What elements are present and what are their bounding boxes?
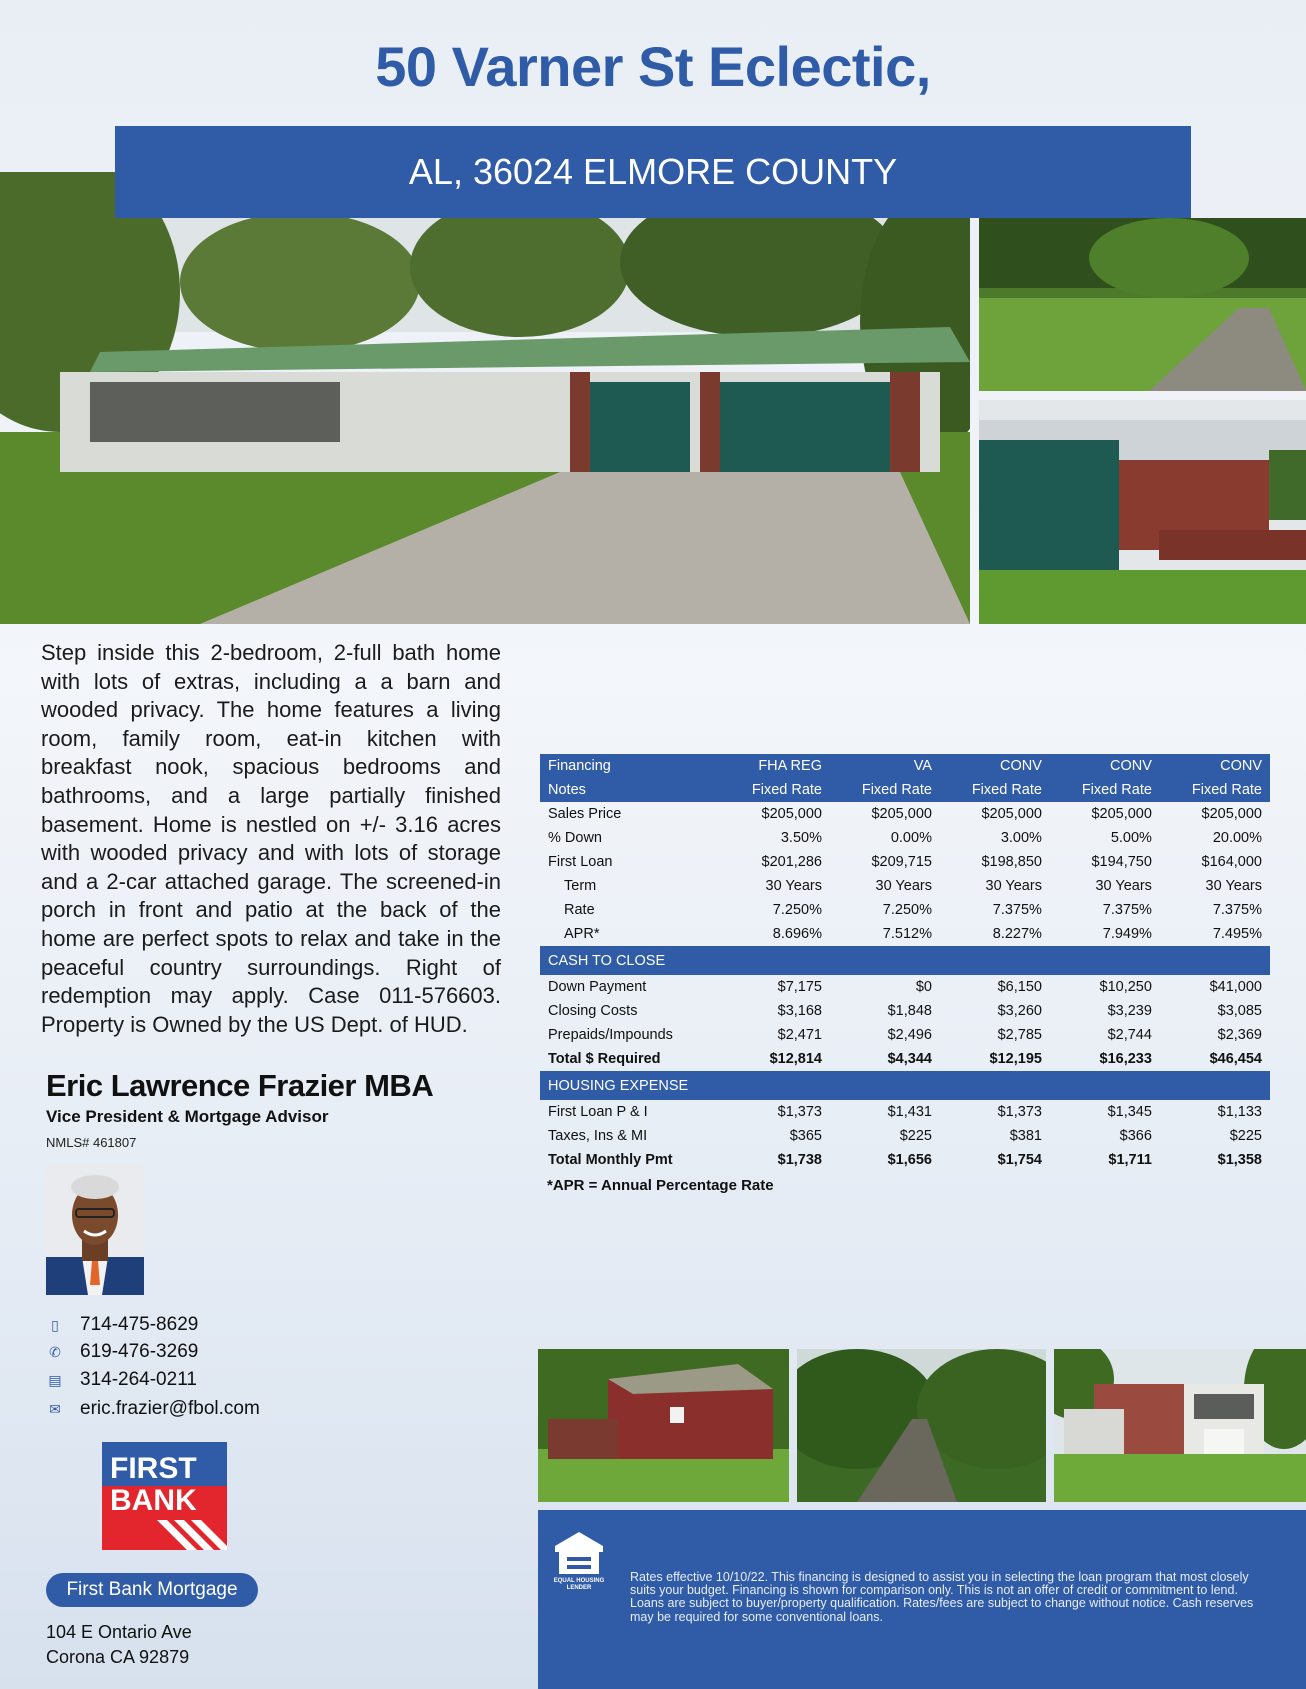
contact-phone-text: 619-476-3269 <box>80 1341 199 1362</box>
row-value-cell: 7.375% <box>992 902 1042 918</box>
fax-icon: ▤ <box>48 1371 62 1388</box>
rear-of-house-photo <box>1054 1349 1306 1502</box>
table-header-row <box>540 778 1270 802</box>
row-value-cell: 7.250% <box>772 902 822 918</box>
mobile-phone-icon: ▯ <box>51 1316 59 1333</box>
header-program-cell: VA <box>830 754 940 778</box>
property-location-text: AL, 36024 ELMORE COUNTY <box>408 151 898 192</box>
table-row <box>540 802 1270 826</box>
row-value-cell: $2,744 <box>1107 1027 1152 1043</box>
row-value-cell: $4,344 <box>887 1051 932 1067</box>
row-value-cell: 8.696% <box>772 926 822 942</box>
row-value-cell: $2,471 <box>777 1027 822 1043</box>
row-value-cell: $194,750 <box>1091 854 1152 870</box>
row-value-cell: 7.375% <box>1102 902 1152 918</box>
property-address-title: 50 Varner St Eclectic, <box>375 35 931 98</box>
row-value-cell: $1,373 <box>997 1104 1042 1120</box>
row-value-cell: $205,000 <box>761 806 822 822</box>
header-program-cell: CONV <box>1160 754 1270 778</box>
header-program-cell: Fixed Rate <box>1050 778 1160 802</box>
table-row <box>540 999 1270 1023</box>
agent-headshot-photo <box>46 1165 144 1295</box>
row-value-cell: 7.949% <box>1102 926 1152 942</box>
housing-expense-section <box>540 1071 1270 1100</box>
row-value-cell: $12,195 <box>989 1051 1042 1067</box>
row-value-cell: $205,000 <box>871 806 932 822</box>
logo-line2: BANK <box>110 1484 197 1517</box>
contact-email[interactable] <box>46 1398 260 1420</box>
header-program-cell: Fixed Rate <box>830 778 940 802</box>
contact-mobile[interactable] <box>46 1314 198 1336</box>
table-row <box>540 898 1270 922</box>
row-value-cell: $12,814 <box>769 1051 822 1067</box>
row-value-cell: $1,431 <box>887 1104 932 1120</box>
contact-mobile-text: 714-475-8629 <box>80 1314 199 1335</box>
row-value-cell: 3.00% <box>1000 830 1042 846</box>
table-row <box>540 1124 1270 1148</box>
row-value-cell: $365 <box>789 1128 822 1144</box>
row-value-cell: $10,250 <box>1099 979 1152 995</box>
agent-title: Vice President & Mortgage Advisor <box>46 1107 329 1126</box>
row-label-cell: Prepaids/Impounds <box>548 1027 673 1043</box>
row-value-cell: $201,286 <box>761 854 822 870</box>
row-value-cell: 7.512% <box>882 926 932 942</box>
row-value-cell: $3,239 <box>1107 1003 1152 1019</box>
row-label-cell: Taxes, Ins & MI <box>548 1128 648 1144</box>
table-row <box>540 874 1270 898</box>
yard-driveway-photo <box>979 218 1306 391</box>
row-value-cell: $225 <box>899 1128 932 1144</box>
row-value-cell: 8.227% <box>992 926 1042 942</box>
row-value-cell: $164,000 <box>1201 854 1262 870</box>
row-value-cell: $2,785 <box>997 1027 1042 1043</box>
row-value-cell: 7.250% <box>882 902 932 918</box>
cash-to-close-section-label: CASH TO CLOSE <box>540 946 1270 975</box>
header-program-cell: CONV <box>940 754 1050 778</box>
email-icon: ✉ <box>49 1400 61 1417</box>
bank-name-pill: First Bank Mortgage <box>46 1573 258 1607</box>
row-value-cell: $366 <box>1119 1128 1152 1144</box>
row-value-cell: $209,715 <box>871 854 932 870</box>
bank-address-line2: Corona CA 92879 <box>46 1647 190 1667</box>
table-row <box>540 922 1270 946</box>
row-value-cell: $1,711 <box>1108 1152 1152 1168</box>
row-value-cell: $0 <box>915 979 932 995</box>
ehl-text-line1: EQUAL HOUSING <box>553 1578 605 1584</box>
row-label-cell: First Loan P & I <box>548 1104 648 1120</box>
row-value-cell: $198,850 <box>981 854 1042 870</box>
row-value-cell: 30 Years <box>985 878 1042 894</box>
header-label-cell: Notes <box>540 778 720 802</box>
table-row <box>540 850 1270 874</box>
row-value-cell: $16,233 <box>1099 1051 1152 1067</box>
table-row <box>540 826 1270 850</box>
barn-photo <box>538 1349 789 1502</box>
row-label-cell: First Loan <box>548 854 613 870</box>
table-total-row <box>540 1047 1270 1071</box>
row-label-cell: Closing Costs <box>548 1003 638 1019</box>
bank-address-line1: 104 E Ontario Ave <box>46 1622 192 1642</box>
row-value-cell: 3.50% <box>780 830 822 846</box>
agent-nmls: NMLS# 461807 <box>46 1135 137 1150</box>
header-program-cell: Fixed Rate <box>720 778 830 802</box>
row-value-cell: $1,754 <box>997 1152 1042 1168</box>
row-label-cell: Rate <box>564 902 595 918</box>
table-row <box>540 975 1270 999</box>
property-location-banner <box>115 126 1191 218</box>
ehl-text-line2: LENDER <box>566 1585 592 1591</box>
financing-table <box>540 754 1270 1172</box>
header-label-cell: Financing <box>540 754 720 778</box>
row-value-cell: $7,175 <box>777 979 822 995</box>
row-value-cell: $3,260 <box>997 1003 1042 1019</box>
equal-housing-lender-icon <box>553 1530 605 1592</box>
row-value-cell: $46,454 <box>1209 1051 1262 1067</box>
table-row <box>540 1100 1270 1124</box>
contact-email-text: eric.frazier@fbol.com <box>80 1398 260 1419</box>
row-value-cell: $205,000 <box>1091 806 1152 822</box>
row-label-cell: Total Monthly Pmt <box>548 1152 673 1168</box>
row-value-cell: 30 Years <box>1095 878 1152 894</box>
row-value-cell: 7.495% <box>1212 926 1262 942</box>
row-value-cell: $381 <box>1009 1128 1042 1144</box>
row-label-cell: APR* <box>564 926 600 942</box>
wooded-path-photo <box>797 1349 1046 1502</box>
apr-footnote: *APR = Annual Percentage Rate <box>547 1177 774 1194</box>
row-label-cell: Sales Price <box>548 806 622 822</box>
garage-side-photo <box>979 400 1306 624</box>
property-description: Step inside this 2-bedroom, 2-full bath home with lots of extras, including a a barn and wooded privacy. The home features a living room, family room, eat-in kitchen with breakfast nook, spacious bedrooms and bathrooms, and a large partially finished basement. Home is nestled on +/- 3.16 acres with wooded privacy and with lots of storage and a 2-car attached garage. The screened-in porch in front and patio at the back of the home are perfect spots to relax and take in the peaceful country surroundings. Right of redemption may apply. Case 011-576603. Property is Owned by the US Dept. of HUD. <box>41 640 501 1037</box>
row-value-cell: $2,496 <box>887 1027 932 1043</box>
house-front-photo <box>0 172 970 624</box>
table-header-row <box>540 754 1270 778</box>
housing-expense-section-label: HOUSING EXPENSE <box>540 1071 1270 1100</box>
row-label-cell: % Down <box>548 830 602 846</box>
phone-icon: ✆ <box>49 1343 61 1360</box>
row-value-cell: $41,000 <box>1209 979 1262 995</box>
header-program-cell: Fixed Rate <box>1160 778 1270 802</box>
row-value-cell: $3,168 <box>777 1003 822 1019</box>
row-value-cell: $1,345 <box>1107 1104 1152 1120</box>
row-value-cell: 30 Years <box>875 878 932 894</box>
row-label-cell: Term <box>564 878 597 894</box>
row-value-cell: $205,000 <box>1201 806 1262 822</box>
row-value-cell: 0.00% <box>890 830 932 846</box>
row-value-cell: $1,738 <box>777 1152 822 1168</box>
row-label-cell: Down Payment <box>548 979 647 995</box>
row-value-cell: 7.375% <box>1212 902 1262 918</box>
contact-fax[interactable] <box>46 1369 197 1391</box>
cash-to-close-section <box>540 946 1270 975</box>
logo-line1: FIRST <box>110 1452 197 1485</box>
row-value-cell: $1,848 <box>887 1003 932 1019</box>
table-total-row <box>540 1148 1270 1172</box>
row-value-cell: $6,150 <box>997 979 1042 995</box>
contact-phone[interactable] <box>46 1341 198 1363</box>
row-value-cell: $1,133 <box>1217 1104 1262 1120</box>
table-row <box>540 1023 1270 1047</box>
header-program-cell: CONV <box>1050 754 1160 778</box>
row-value-cell: $1,358 <box>1217 1152 1262 1168</box>
row-value-cell: $205,000 <box>981 806 1042 822</box>
row-value-cell: 30 Years <box>1205 878 1262 894</box>
disclaimer-text: Rates effective 10/10/22. This financing is designed to assist you in selecting the loan program that most closely suits your budget. Financing is shown for comparison only. This is not an offer of credit or commitment to lend. Loans are subject to buyer/property qualification. Rates/fees are subject to change without notice. Cash reserves may be required for some conventional loans. <box>630 1570 1254 1624</box>
row-value-cell: $2,369 <box>1217 1027 1262 1043</box>
row-value-cell: 5.00% <box>1110 830 1152 846</box>
agent-name: Eric Lawrence Frazier MBA <box>46 1068 434 1103</box>
first-bank-logo <box>102 1442 227 1550</box>
header-program-cell: Fixed Rate <box>940 778 1050 802</box>
row-value-cell: $3,085 <box>1217 1003 1262 1019</box>
contact-fax-text: 314-264-0211 <box>80 1369 197 1390</box>
row-value-cell: $1,656 <box>887 1152 932 1168</box>
row-value-cell: 30 Years <box>765 878 822 894</box>
row-value-cell: 20.00% <box>1212 830 1262 846</box>
row-value-cell: $1,373 <box>777 1104 822 1120</box>
header-program-cell: FHA REG <box>720 754 830 778</box>
row-label-cell: Total $ Required <box>548 1051 661 1067</box>
row-value-cell: $225 <box>1229 1128 1262 1144</box>
